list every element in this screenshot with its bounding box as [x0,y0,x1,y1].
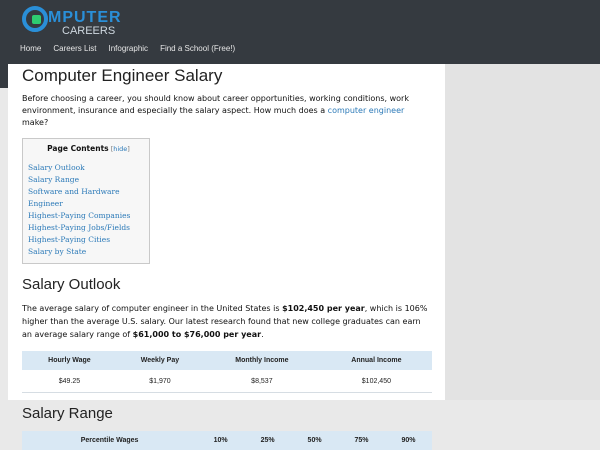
salary-range-heading: Salary Range [22,405,113,422]
cell-monthly-income: $8,537 [203,370,321,393]
site-logo[interactable] [22,6,132,38]
col-annual-income: Annual Income [321,351,432,370]
salary-outlook-paragraph [22,302,433,341]
computer-engineer-link[interactable]: computer engineer [327,106,405,115]
salary-range-table [22,431,432,450]
toc-item-jobs-fields[interactable]: Highest-Paying Jobs/Fields [28,223,131,232]
col-25-percent: 25% [244,431,291,450]
col-monthly-income: Monthly Income [203,351,321,370]
toc-item-companies[interactable]: Highest-Paying Companies [28,211,131,220]
table-header-row [22,431,432,450]
toc-heading [28,142,149,162]
toc-item-by-state[interactable]: Salary by State [28,247,87,256]
intro-text: Before choosing a career, you should know about career opportunities, working conditions, work environment, insurance and especially the salary aspect. How much does a [22,94,409,115]
table-header-row [22,351,432,370]
toc-item-salary-range[interactable]: Salary Range [28,175,80,184]
outlook-graduate-range: $61,000 to $76,000 per year [132,330,262,339]
cell-weekly-pay: $1,970 [117,370,203,393]
cell-annual-income: $102,450 [321,370,432,393]
toc-title: Page Contents [47,144,109,153]
intro-paragraph [22,93,433,129]
sidebar [445,64,600,400]
toc-hide-bracket-close: ] [127,145,130,153]
table-row [22,370,432,393]
outlook-average-salary: $102,450 per year [282,304,365,313]
col-50-percent: 50% [291,431,338,450]
col-percentile-wages: Percentile Wages [22,431,197,450]
toc-hide-bracket-open: [ [108,145,114,153]
nav-find-school[interactable]: Find a School (Free!) [160,44,236,53]
salary-outlook-table [22,351,432,393]
page-title: Computer Engineer Salary [22,66,223,85]
col-hourly-wage: Hourly Wage [22,351,117,370]
outlook-text-2: , which is 106% higher than the average U.S. salary. Our latest research found that new college graduates can earn an average salary range of [22,304,428,339]
toc-hide-link[interactable]: hide [113,145,128,153]
cell-hourly-wage: $49.25 [22,370,117,393]
table-of-contents [22,138,150,264]
outlook-text-3: . [261,330,264,339]
toc-item-salary-outlook[interactable]: Salary Outlook [28,163,85,172]
intro-tail: make? [22,118,49,127]
nav-home[interactable]: Home [20,44,42,53]
col-75-percent: 75% [338,431,385,450]
main-nav [14,44,241,58]
col-weekly-pay: Weekly Pay [117,351,203,370]
toc-item-cities[interactable]: Highest-Paying Cities [28,235,111,244]
logo-word-main: MPUTER [48,9,122,26]
main-content [8,64,445,444]
salary-outlook-heading: Salary Outlook [22,276,121,293]
col-10-percent: 10% [197,431,244,450]
nav-infographic[interactable]: Infographic [108,44,149,53]
nav-careers-list[interactable]: Careers List [53,44,97,53]
toc-item-software-hardware[interactable]: Software and Hardware Engineer [28,187,120,208]
logo-monitor-icon [22,6,48,32]
outlook-text-1: The average salary of computer engineer in the United States is [22,304,283,313]
col-90-percent: 90% [385,431,432,450]
logo-word-sub: CAREERS [62,25,116,37]
